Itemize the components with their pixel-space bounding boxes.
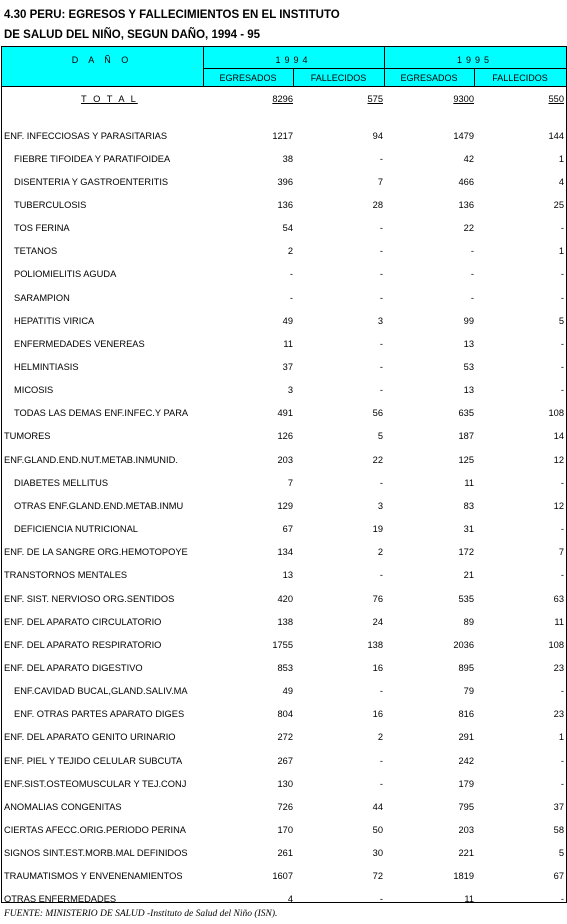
cell-egresados-1995: 172 [458, 547, 474, 558]
cell-egresados-1994: 136 [277, 199, 293, 210]
header-egresados-1994: EGRESADOS [219, 73, 277, 83]
cell-egresados-1994: 170 [277, 825, 293, 835]
table-row [0, 709, 567, 723]
row-label: DIABETES MELLITUS [14, 477, 109, 488]
cell-egresados-1995: 535 [458, 593, 474, 604]
cell-egresados-1994: 726 [277, 801, 293, 812]
cell-fallecidos-1994: 575 [367, 94, 383, 104]
cell-fallecidos-1994: 3 [377, 315, 383, 326]
cell-egresados-1995: 21 [463, 570, 474, 581]
header-year-1994: 1994 [275, 55, 312, 65]
cell-egresados-1994: 11 [283, 338, 293, 349]
row-label: ENF. DEL APARATO CIRCULATORIO [4, 616, 162, 627]
cell-fallecidos-1994: 24 [372, 616, 383, 627]
row-label: OTRAS ENF.GLAND.END.METAB.INMU [14, 500, 184, 511]
table-row [0, 431, 567, 445]
cell-egresados-1994: 853 [277, 662, 293, 673]
cell-fallecidos-1994: - [379, 362, 383, 372]
cell-fallecidos-1994: 19 [372, 524, 383, 535]
cell-egresados-1994: 49 [282, 686, 293, 697]
cell-egresados-1995: 242 [458, 755, 474, 766]
table-row [0, 408, 567, 422]
cell-fallecidos-1994: - [379, 223, 383, 234]
cell-fallecidos-1995: - [560, 292, 564, 303]
cell-fallecidos-1995: 63 [553, 593, 564, 604]
cell-fallecidos-1994: - [379, 755, 383, 766]
table-title-line-1: 4.30 PERU: EGRESOS Y FALLECIMIENTOS EN EL INSTITUTO [4, 9, 340, 21]
header-left-border [1, 46, 2, 87]
table-row [0, 663, 567, 677]
cell-egresados-1995: 179 [458, 778, 474, 789]
row-label: ENF. OTRAS PARTES APARATO DIGES [14, 709, 185, 720]
cell-fallecidos-1995: 7 [558, 547, 564, 558]
header-dano: D A Ñ O [71, 55, 133, 65]
source-note: FUENTE: MINISTERIO DE SALUD -Instituto de Salud del Niño (ISN). [4, 909, 278, 919]
cell-egresados-1994: 272 [277, 732, 293, 743]
cell-fallecidos-1994: 28 [372, 199, 383, 210]
cell-fallecidos-1994: - [379, 686, 383, 697]
cell-fallecidos-1995: 37 [553, 801, 564, 812]
row-label: ENF. PIEL Y TEJIDO CELULAR SUBCUTA [4, 755, 183, 766]
cell-fallecidos-1995: 550 [548, 94, 564, 104]
cell-fallecidos-1995: - [560, 269, 564, 280]
cell-fallecidos-1994: 56 [372, 408, 383, 419]
cell-egresados-1994: 67 [282, 524, 293, 535]
table-row [0, 547, 567, 561]
cell-fallecidos-1995: - [560, 755, 564, 766]
cell-fallecidos-1995: 1 [558, 732, 564, 743]
cell-egresados-1994: 1755 [272, 639, 293, 650]
cell-fallecidos-1995: 11 [554, 616, 564, 627]
cell-egresados-1994: 54 [282, 223, 293, 234]
cell-fallecidos-1994: 3 [377, 500, 383, 511]
table-row [0, 223, 567, 237]
row-label: POLIOMIELITIS AGUDA [14, 269, 117, 280]
cell-egresados-1994: 261 [277, 848, 293, 859]
cell-egresados-1994: 396 [277, 176, 293, 187]
cell-fallecidos-1995: 4 [558, 176, 564, 187]
cell-fallecidos-1995: 58 [553, 825, 564, 835]
table-row [0, 362, 567, 376]
table-row [0, 154, 567, 168]
cell-fallecidos-1994: 22 [372, 454, 383, 465]
table-row [0, 293, 567, 307]
cell-fallecidos-1995: - [560, 524, 564, 535]
table-row [0, 478, 567, 492]
cell-egresados-1995: 31 [463, 524, 474, 535]
cell-egresados-1994: 37 [282, 362, 293, 372]
row-label: DISENTERIA Y GASTROENTERITIS [14, 176, 169, 187]
cell-egresados-1994: 1217 [272, 130, 293, 141]
cell-fallecidos-1994: 2 [377, 732, 383, 743]
cell-egresados-1995: 89 [463, 616, 474, 627]
cell-egresados-1994: 8296 [272, 94, 293, 104]
cell-egresados-1994: 804 [277, 709, 293, 720]
row-label: T O T A L [81, 94, 138, 104]
table-row [0, 848, 567, 862]
cell-egresados-1995: 22 [463, 223, 474, 234]
cell-egresados-1995: 11 [464, 894, 474, 905]
cell-fallecidos-1994: - [379, 385, 383, 396]
cell-fallecidos-1995: 1 [558, 246, 564, 257]
row-label: TOS FERINA [14, 223, 70, 234]
cell-egresados-1994: 7 [287, 477, 293, 488]
cell-egresados-1994: 38 [282, 153, 293, 164]
table-row [0, 570, 567, 584]
cell-egresados-1995: 53 [463, 362, 474, 372]
cell-egresados-1995: 203 [458, 825, 474, 835]
row-label: ENF. DE LA SANGRE ORG.HEMOTOPOYE [4, 547, 188, 558]
row-label: SIGNOS SINT.EST.MORB.MAL DEFINIDOS [4, 848, 188, 859]
row-label: ENF. DEL APARATO DIGESTIVO [4, 662, 143, 673]
row-label: TRANSTORNOS MENTALES [4, 570, 128, 581]
cell-fallecidos-1994: 50 [372, 825, 383, 835]
cell-fallecidos-1994: 94 [372, 130, 383, 141]
cell-fallecidos-1994: - [379, 292, 383, 303]
table-row [0, 131, 567, 145]
cell-fallecidos-1994: 72 [372, 871, 383, 882]
cell-fallecidos-1994: - [379, 269, 383, 280]
cell-fallecidos-1995: 23 [553, 662, 564, 673]
cell-egresados-1995: 221 [458, 848, 474, 859]
cell-fallecidos-1995: 1 [558, 153, 564, 164]
cell-egresados-1995: 136 [458, 199, 474, 210]
cell-egresados-1995: 2036 [453, 639, 474, 650]
cell-egresados-1995: 42 [463, 153, 474, 164]
cell-fallecidos-1995: - [560, 223, 564, 234]
cell-egresados-1994: - [289, 269, 293, 280]
cell-egresados-1994: 126 [277, 431, 293, 442]
cell-egresados-1994: 420 [277, 593, 293, 604]
cell-fallecidos-1995: 108 [548, 639, 564, 650]
table-row [0, 825, 567, 839]
cell-fallecidos-1995: - [560, 778, 564, 789]
cell-egresados-1994: 130 [277, 778, 293, 789]
cell-egresados-1995: - [470, 246, 474, 257]
row-label: TETANOS [14, 246, 58, 257]
cell-fallecidos-1994: 16 [372, 662, 383, 673]
cell-fallecidos-1995: 108 [548, 408, 564, 419]
cell-egresados-1994: 49 [282, 315, 293, 326]
cell-egresados-1994: - [289, 292, 293, 303]
header-top-border [1, 46, 566, 47]
cell-fallecidos-1994: - [379, 778, 383, 789]
total-row [0, 94, 567, 108]
row-label: HEPATITIS VIRICA [14, 315, 95, 326]
table-row [0, 524, 567, 538]
cell-egresados-1994: 267 [277, 755, 293, 766]
cell-fallecidos-1994: 16 [372, 709, 383, 720]
table-row [0, 594, 567, 608]
cell-fallecidos-1995: - [560, 570, 564, 581]
cell-egresados-1995: 125 [458, 454, 474, 465]
cell-fallecidos-1995: 67 [553, 871, 564, 882]
cell-fallecidos-1994: - [379, 894, 383, 905]
table-title-line-2: DE SALUD DEL NIÑO, SEGUN DAÑO, 1994 - 95 [4, 29, 261, 41]
header-fallecidos-1994: FALLECIDOS [310, 73, 367, 83]
cell-egresados-1995: 291 [458, 732, 474, 743]
table-row [0, 501, 567, 515]
cell-egresados-1995: 11 [464, 477, 474, 488]
cell-fallecidos-1995: 25 [553, 199, 564, 210]
cell-egresados-1994: 13 [282, 570, 293, 581]
cell-fallecidos-1994: 7 [377, 176, 383, 187]
cell-egresados-1995: 795 [458, 801, 474, 812]
cell-fallecidos-1995: 12 [553, 454, 564, 465]
cell-egresados-1995: 1479 [453, 130, 474, 141]
table-row [0, 617, 567, 631]
cell-egresados-1995: - [470, 269, 474, 280]
cell-fallecidos-1995: 14 [553, 431, 564, 442]
header-bottom-border [1, 86, 566, 87]
cell-egresados-1994: 491 [277, 408, 293, 419]
row-label: ENF. DEL APARATO GENITO URINARIO [4, 732, 176, 743]
cell-egresados-1994: 129 [277, 500, 293, 511]
cell-fallecidos-1995: 5 [558, 848, 564, 859]
cell-fallecidos-1994: - [379, 570, 383, 581]
cell-egresados-1994: 138 [277, 616, 293, 627]
cell-egresados-1994: 203 [277, 454, 293, 465]
row-label: TRAUMATISMOS Y ENVENENAMIENTOS [4, 871, 183, 882]
table-row [0, 385, 567, 399]
cell-fallecidos-1994: 138 [367, 639, 383, 650]
table-row [0, 802, 567, 816]
cell-fallecidos-1995: 23 [553, 709, 564, 720]
cell-egresados-1994: 1607 [272, 871, 293, 882]
cell-fallecidos-1994: - [379, 246, 383, 257]
cell-egresados-1995: 187 [458, 431, 474, 442]
cell-fallecidos-1994: 5 [377, 431, 383, 442]
cell-egresados-1994: 4 [287, 894, 293, 905]
row-label: ENF.SIST.OSTEOMUSCULAR Y TEJ.CONJ [4, 778, 187, 789]
table-row [0, 339, 567, 353]
cell-fallecidos-1995: - [560, 686, 564, 697]
cell-egresados-1995: 1819 [453, 871, 474, 882]
cell-fallecidos-1995: - [560, 338, 564, 349]
header-year-1995: 1995 [456, 55, 494, 65]
cell-egresados-1995: 635 [458, 408, 474, 419]
cell-egresados-1995: 79 [463, 686, 474, 697]
table-row [0, 200, 567, 214]
header-fallecidos-1995: FALLECIDOS [492, 73, 548, 83]
row-label: MICOSIS [14, 385, 54, 396]
table-row [0, 177, 567, 191]
cell-fallecidos-1995: - [560, 362, 564, 372]
cell-egresados-1994: 134 [277, 547, 293, 558]
table-row [0, 246, 567, 260]
cell-fallecidos-1994: - [379, 338, 383, 349]
cell-egresados-1994: 2 [287, 246, 293, 257]
cell-egresados-1995: 466 [458, 176, 474, 187]
cell-fallecidos-1994: - [379, 477, 383, 488]
table-row [0, 779, 567, 793]
row-label: ENF.CAVIDAD BUCAL,GLAND.SALIV.MA [14, 686, 188, 697]
cell-fallecidos-1994: 30 [372, 848, 383, 859]
cell-egresados-1995: - [470, 292, 474, 303]
table-row [0, 640, 567, 654]
row-label: FIEBRE TIFOIDEA Y PARATIFOIDEA [14, 153, 171, 164]
table-row [0, 686, 567, 700]
row-label: ANOMALIAS CONGENITAS [4, 801, 122, 812]
cell-fallecidos-1995: - [560, 477, 564, 488]
cell-egresados-1995: 9300 [453, 94, 474, 104]
cell-fallecidos-1994: 44 [372, 801, 383, 812]
cell-egresados-1995: 99 [463, 315, 474, 326]
cell-fallecidos-1995: 144 [548, 130, 564, 141]
table-row [0, 732, 567, 746]
table-row [0, 756, 567, 770]
cell-egresados-1995: 13 [463, 385, 474, 396]
row-label: ENFERMEDADES VENEREAS [14, 338, 145, 349]
row-label: CIERTAS AFECC.ORIG.PERIODO PERINA [4, 825, 187, 835]
cell-egresados-1995: 816 [458, 709, 474, 720]
row-label: TUMORES [4, 431, 51, 442]
cell-fallecidos-1995: - [560, 894, 564, 905]
row-label: DEFICIENCIA NUTRICIONAL [14, 524, 138, 535]
cell-fallecidos-1995: 12 [553, 500, 564, 511]
row-label: SARAMPION [14, 292, 70, 303]
row-label: ENF. DEL APARATO RESPIRATORIO [4, 639, 162, 650]
cell-egresados-1994: 3 [287, 385, 293, 396]
table-row [0, 316, 567, 330]
cell-fallecidos-1994: - [379, 153, 383, 164]
row-label: OTRAS ENFERMEDADES [4, 894, 117, 905]
table-row [0, 871, 567, 885]
row-label: ENF. INFECCIOSAS Y PARASITARIAS [4, 130, 168, 141]
cell-fallecidos-1995: 5 [558, 315, 564, 326]
cell-egresados-1995: 13 [463, 338, 474, 349]
table-row [0, 269, 567, 283]
cell-egresados-1995: 83 [463, 500, 474, 511]
cell-fallecidos-1995: - [560, 385, 564, 396]
row-label: TUBERCULOSIS [14, 199, 87, 210]
header-egresados-1995: EGRESADOS [400, 73, 458, 83]
table-row [0, 455, 567, 469]
cell-egresados-1995: 895 [458, 662, 474, 673]
row-label: ENF.GLAND.END.NUT.METAB.INMUNID. [4, 454, 178, 465]
row-label: TODAS LAS DEMAS ENF.INFEC.Y PARA [14, 408, 189, 419]
cell-fallecidos-1994: 2 [377, 547, 383, 558]
table-row [0, 894, 567, 908]
cell-fallecidos-1994: 76 [372, 593, 383, 604]
row-label: ENF. SIST. NERVIOSO ORG.SENTIDOS [4, 593, 175, 604]
row-label: HELMINTIASIS [14, 362, 79, 372]
